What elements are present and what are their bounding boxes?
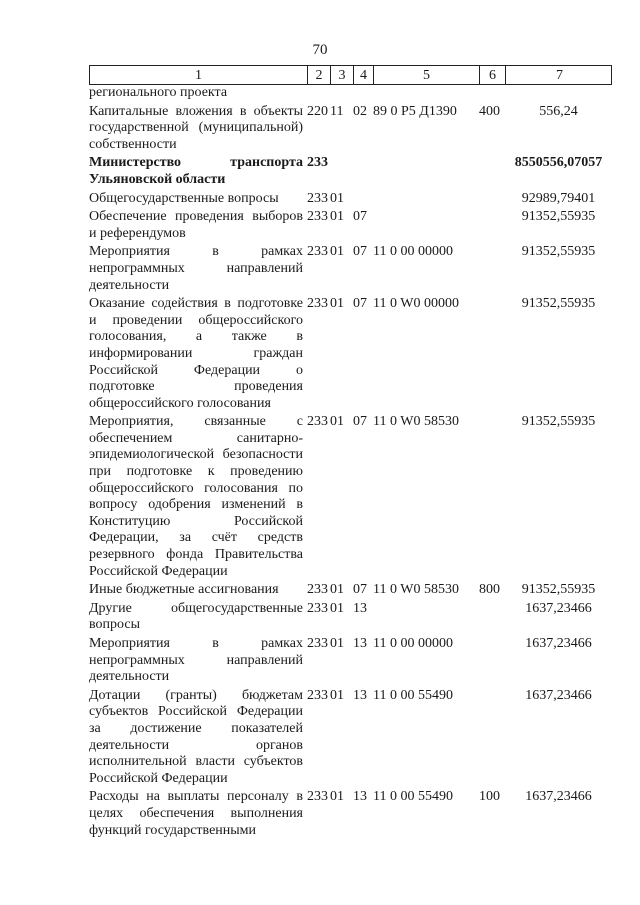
row-code-2: 01 bbox=[330, 244, 344, 260]
row-code-3: 02 bbox=[353, 103, 367, 119]
row-code-5: 400 bbox=[479, 103, 500, 119]
row-code-1: 233 bbox=[307, 582, 328, 598]
row-code-4 bbox=[373, 191, 479, 208]
row-code-3: 13 bbox=[353, 600, 367, 616]
table-body bbox=[89, 85, 612, 839]
header-col-6: 6 bbox=[480, 66, 506, 85]
row-code-3: 07 bbox=[353, 296, 367, 312]
row-code-1: 233 bbox=[307, 414, 328, 430]
row-code-1: 233 bbox=[307, 190, 328, 206]
row-code-3 bbox=[353, 155, 373, 188]
row-code-3: 13 bbox=[353, 789, 367, 805]
row-name: Дотации (гранты) бюджетам субъектов Российской Федерации за достижение показателей деятельности органов исполнительной власти субъектов Российской Федерации bbox=[89, 687, 303, 786]
row-code-2: 11 bbox=[330, 103, 344, 119]
table-row bbox=[89, 155, 612, 188]
header-col-5: 5 bbox=[374, 66, 480, 85]
row-code-5 bbox=[479, 244, 505, 294]
row-code-3: 07 bbox=[353, 209, 367, 225]
row-code-5 bbox=[479, 209, 505, 242]
budget-table bbox=[89, 65, 612, 839]
row-name: Оказание содействия в подготовке и проведении общероссийского голосования, а также в информировании граждан Российской Федерации о подготовке проведения общероссийского голосования bbox=[89, 296, 303, 411]
row-sum: 91352,55935 bbox=[521, 582, 596, 598]
row-code-1: 233 bbox=[307, 296, 328, 312]
row-code-2: 01 bbox=[330, 190, 344, 206]
row-code-2: 01 bbox=[330, 414, 344, 430]
table-row bbox=[89, 688, 612, 788]
row-sum: 1637,23466 bbox=[525, 687, 592, 703]
row-name: Мероприятия в рамках непрограммных направлений деятельности bbox=[89, 244, 303, 293]
row-sum: 556,24 bbox=[539, 103, 578, 119]
row-sum: 91352,55935 bbox=[521, 244, 596, 260]
row-code-1: 233 bbox=[307, 789, 328, 805]
table-row bbox=[89, 209, 612, 242]
row-code-2: 01 bbox=[330, 636, 344, 651]
row-code-1: 220 bbox=[307, 103, 328, 119]
row-code-1: 233 bbox=[307, 600, 328, 616]
row-code-3 bbox=[353, 191, 373, 208]
table-row bbox=[89, 244, 612, 294]
row-code-3: 07 bbox=[353, 244, 367, 260]
row-code-5 bbox=[479, 85, 505, 102]
row-code-1: 233 bbox=[307, 687, 328, 703]
header-col-4: 4 bbox=[354, 66, 374, 85]
row-name: Общегосударственные вопросы bbox=[89, 190, 279, 206]
header-col-3: 3 bbox=[331, 66, 354, 85]
table-row bbox=[89, 414, 612, 580]
row-code-4 bbox=[373, 85, 479, 102]
row-code-2 bbox=[330, 85, 353, 102]
row-code-1: 233 bbox=[307, 636, 328, 651]
table-row bbox=[89, 296, 612, 412]
row-code-1 bbox=[307, 85, 330, 102]
header-col-1: 1 bbox=[90, 66, 308, 85]
table-row bbox=[89, 104, 612, 154]
row-code-4: 89 0 Р5 Д1390 bbox=[373, 103, 457, 119]
row-code-4: 11 0 W0 58530 bbox=[373, 582, 459, 598]
row-code-4 bbox=[373, 155, 479, 188]
row-sum: 91352,55935 bbox=[521, 296, 596, 312]
row-code-4: 11 0 00 00000 bbox=[373, 636, 453, 651]
row-code-5: 800 bbox=[479, 582, 500, 598]
row-code-1: 233 bbox=[307, 155, 328, 171]
table-row bbox=[89, 85, 612, 102]
row-code-2: 01 bbox=[330, 296, 344, 312]
row-name: Другие общегосударственные вопросы bbox=[89, 600, 303, 633]
row-code-5 bbox=[479, 636, 505, 686]
row-name: Расходы на выплаты персоналу в целях обеспечения выполнения функций государственными bbox=[89, 789, 303, 838]
table-header bbox=[89, 65, 612, 85]
row-code-3: 07 bbox=[353, 582, 367, 598]
row-name: Мероприятия, связанные с обеспечением санитарно-эпидемиологической безопасности при подготовке к проведению общероссийского голосования по вопросу одобрения изменений в Конституцию Российской Федерации, за счёт средств резервного фонда Правительства Российской Федерации bbox=[89, 414, 303, 579]
row-code-2: 01 bbox=[330, 209, 344, 225]
row-name: Иные бюджетные ассигнования bbox=[89, 582, 279, 598]
page-number: 70 bbox=[312, 42, 328, 58]
row-code-4: 11 0 00 55490 bbox=[373, 789, 453, 805]
table-row bbox=[89, 601, 612, 634]
row-sum bbox=[505, 85, 612, 102]
row-sum: 1637,23466 bbox=[525, 636, 592, 651]
row-name: Министерство транспорта Ульяновской области bbox=[89, 155, 303, 187]
table-row bbox=[89, 582, 612, 599]
row-code-1: 233 bbox=[307, 209, 328, 225]
row-code-2: 01 bbox=[330, 789, 344, 805]
row-code-2: 01 bbox=[330, 687, 344, 703]
table-row bbox=[89, 636, 612, 686]
row-sum: 91352,55935 bbox=[521, 209, 596, 225]
row-code-3 bbox=[353, 85, 373, 102]
row-code-2: 01 bbox=[330, 600, 344, 616]
row-code-4 bbox=[373, 209, 479, 242]
row-code-5: 100 bbox=[479, 789, 500, 805]
row-name: Обеспечение проведения выборов и референдумов bbox=[89, 209, 303, 241]
row-code-4: 11 0 W0 58530 bbox=[373, 414, 459, 430]
table-row bbox=[89, 789, 612, 839]
row-code-4: 11 0 00 55490 bbox=[373, 687, 453, 703]
row-code-4 bbox=[373, 601, 479, 634]
row-code-2 bbox=[330, 155, 353, 188]
table-row bbox=[89, 191, 612, 208]
row-code-5 bbox=[479, 191, 505, 208]
row-sum: 1637,23466 bbox=[525, 600, 592, 616]
row-name: регионального проекта bbox=[89, 85, 228, 100]
row-sum: 1637,23466 bbox=[525, 789, 592, 805]
row-sum: 8550556,07057 bbox=[514, 155, 603, 171]
row-code-2: 01 bbox=[330, 582, 344, 598]
row-sum: 91352,55935 bbox=[521, 414, 596, 430]
header-col-2: 2 bbox=[308, 66, 331, 85]
row-code-3: 13 bbox=[353, 636, 367, 651]
row-code-5 bbox=[479, 601, 505, 634]
row-code-5 bbox=[479, 688, 505, 788]
row-code-1: 233 bbox=[307, 244, 328, 260]
header-col-7: 7 bbox=[556, 68, 563, 83]
row-code-5 bbox=[479, 155, 505, 188]
row-code-3: 13 bbox=[353, 687, 367, 703]
row-name: Капитальные вложения в объекты государственной (муниципальной) собственности bbox=[89, 103, 303, 152]
row-code-5 bbox=[479, 414, 505, 580]
row-code-3: 07 bbox=[353, 414, 367, 430]
row-code-5 bbox=[479, 296, 505, 412]
row-code-4: 11 0 W0 00000 bbox=[373, 296, 459, 312]
row-code-4: 11 0 00 00000 bbox=[373, 244, 453, 260]
row-name: Мероприятия в рамках непрограммных направлений деятельности bbox=[89, 636, 303, 685]
row-sum: 92989,79401 bbox=[521, 190, 596, 206]
